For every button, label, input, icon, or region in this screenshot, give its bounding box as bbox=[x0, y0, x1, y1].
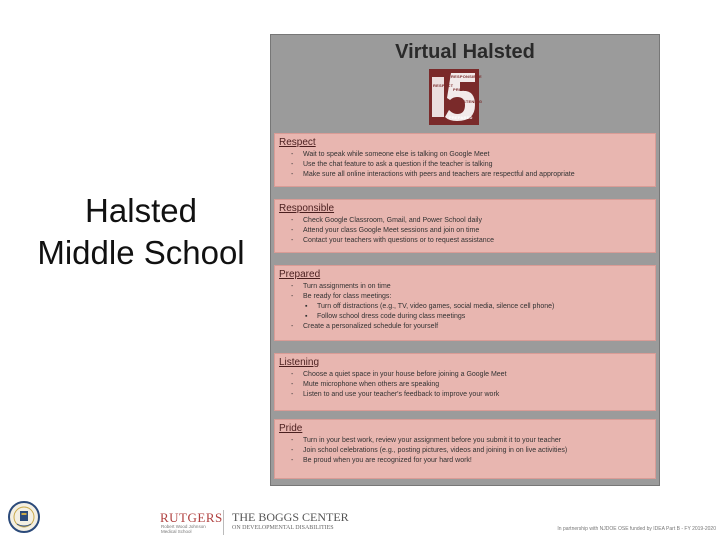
footer-divider bbox=[223, 510, 224, 535]
section-title: Prepared bbox=[279, 269, 321, 280]
school-title-line2: Middle School bbox=[37, 234, 245, 271]
section-title: Respect bbox=[279, 137, 316, 148]
logo-word-responsible: RESPONSIBLE bbox=[451, 74, 482, 79]
school-title bbox=[18, 190, 264, 274]
section-prepared bbox=[274, 265, 656, 341]
list-item: - Attend your class Google Meet sessions and join on time bbox=[291, 226, 651, 236]
section-title: Listening bbox=[279, 357, 320, 368]
list-item: - Create a personalized schedule for yourself bbox=[291, 322, 651, 332]
list-item: - Turn in your best work, review your assignment before you submit it to your teacher bbox=[291, 436, 651, 446]
boggs-center-subtitle: ON DEVELOPMENTAL DISABILITIES bbox=[232, 525, 334, 531]
boggs-center-logo: THE BOGGS CENTER bbox=[232, 510, 349, 524]
logo-word-listening: LISTENING bbox=[459, 99, 483, 104]
rutgers-logo: RUTGERS bbox=[160, 510, 223, 525]
list-item: - Choose a quiet space in your house before joining a Google Meet bbox=[291, 370, 651, 380]
rutgers-subtitle bbox=[161, 524, 206, 534]
logo-word-prepared: PREPARED bbox=[449, 115, 473, 120]
list-item: - Be ready for class meetings: bbox=[291, 292, 651, 302]
list-item: - Make sure all online interactions with peers and teachers are respectful and appropriate bbox=[291, 170, 651, 180]
logo-word-pride: PRIDE bbox=[453, 87, 467, 92]
section-title: Pride bbox=[279, 423, 303, 434]
list-item: - Listen to and use your teacher's feedback to improve your work bbox=[291, 390, 651, 400]
rutgers-subtitle-line2: Medical School bbox=[161, 529, 192, 534]
halsted-five-logo bbox=[429, 69, 483, 125]
list-item: - Join school celebrations (e.g., posting pictures, videos and joining in on live activities) bbox=[291, 446, 651, 456]
section-listening bbox=[274, 353, 656, 411]
list-item: - Mute microphone when others are speaking bbox=[291, 380, 651, 390]
poster-header bbox=[271, 35, 659, 130]
list-item: - Turn assignments in on time bbox=[291, 282, 651, 292]
list-subitem: ▪ Follow school dress code during class meetings bbox=[291, 312, 651, 322]
list-item: - Contact your teachers with questions or to request assistance bbox=[291, 236, 651, 246]
list-item: - Be proud when you are recognized for your hard work! bbox=[291, 456, 651, 466]
list-subitem: ▪ Turn off distractions (e.g., TV, video games, social media, silence cell phone) bbox=[291, 302, 651, 312]
funding-note: In partnership with NJDOE OSE funded by IDEA Part B - FY 2019-2020 bbox=[557, 526, 716, 532]
section-responsible bbox=[274, 199, 656, 253]
section-respect bbox=[274, 133, 656, 187]
list-item: - Check Google Classroom, Gmail, and Power School daily bbox=[291, 216, 651, 226]
list-item: - Use the chat feature to ask a question if the teacher is talking bbox=[291, 160, 651, 170]
list-item: - Wait to speak while someone else is talking on Google Meet bbox=[291, 150, 651, 160]
school-title-line1: Halsted bbox=[85, 192, 197, 229]
new-jersey-state-seal-icon bbox=[8, 500, 40, 534]
virtual-halsted-poster bbox=[270, 34, 660, 486]
logo-word-respect: RESPECT bbox=[433, 83, 454, 88]
section-title: Responsible bbox=[279, 203, 335, 214]
rutgers-subtitle-line1: Robert Wood Johnson bbox=[161, 524, 206, 529]
poster-title: Virtual Halsted bbox=[395, 41, 535, 63]
section-pride bbox=[274, 419, 656, 479]
